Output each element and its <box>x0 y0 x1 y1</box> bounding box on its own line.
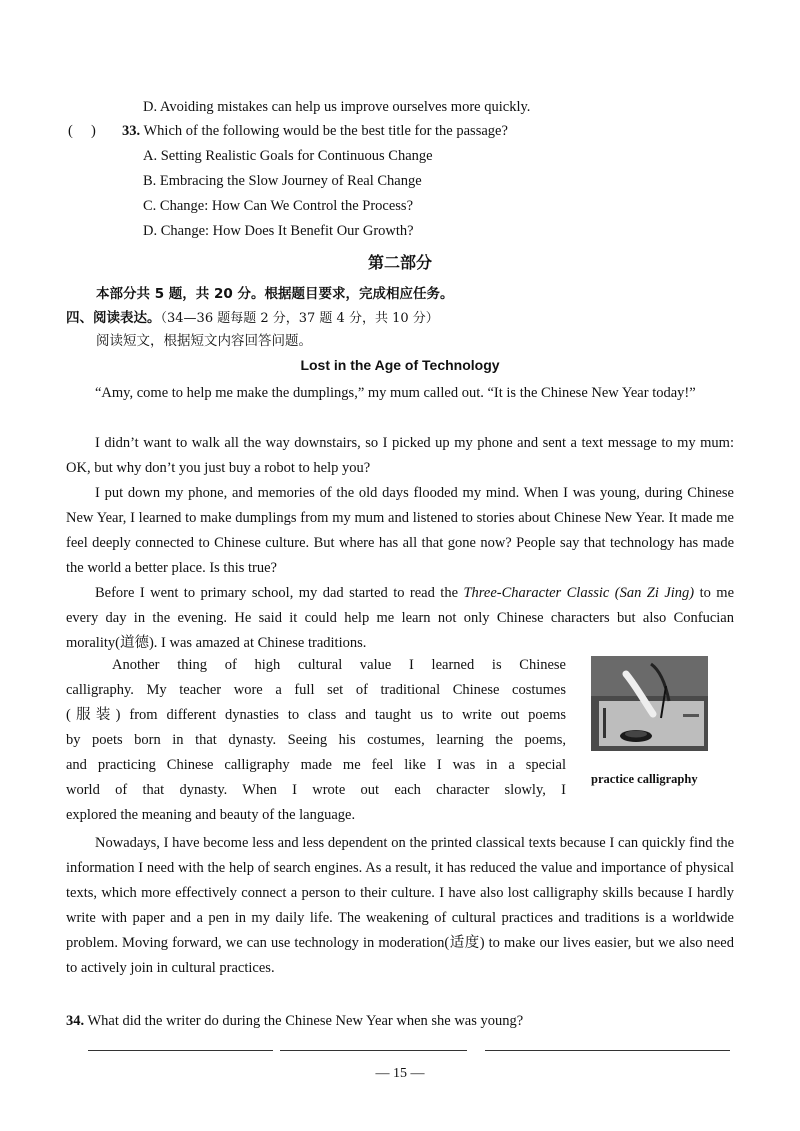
q33-option-a: A. Setting Realistic Goals for Continuous Change <box>143 148 433 164</box>
q34-stem-text: What did the writer do during the Chinese New Year when she was young? <box>84 1013 524 1029</box>
q32-option-d: D. Avoiding mistakes can help us improve ourselves more quickly. <box>143 99 531 115</box>
passage-title: Lost in the Age of Technology <box>300 357 500 373</box>
passage-paragraph-1: “Amy, come to help me make the dumplings,” my mum called out. “It is the Chinese New Year today!” <box>95 385 696 401</box>
figure-caption: practice calligraphy <box>591 772 698 786</box>
answer-line-2[interactable] <box>280 1050 467 1051</box>
p5-line-1: Another thing of high cultural value I learned is Chinese <box>112 657 566 673</box>
answer-line-3[interactable] <box>485 1050 730 1051</box>
q34-number: 34. <box>66 1013 85 1029</box>
calligraphy-photo-illustration <box>591 656 708 751</box>
book-title: Three-Character Classic (San Zi Jing) <box>463 585 695 601</box>
calligraphy-photo <box>591 656 708 751</box>
passage-paragraph-2: I didn’t want to walk all the way downstairs, so I picked up my phone and sent a text message to my mum: OK, but why don’t you just buy a robot to help you? <box>66 435 734 476</box>
part2-intro: 本部分共 5 题，共 20 分。根据题目要求，完成相应任务。 <box>96 286 454 302</box>
p5-line-3: (服装) from different dynasties to class and taught us to write out poems <box>66 707 566 723</box>
q33-option-d: D. Change: How Does It Benefit Our Growth? <box>143 223 414 239</box>
p5-line-5: and practicing Chinese calligraphy made me feel like I was in a special <box>66 757 566 773</box>
q33-stem <box>122 122 508 140</box>
p5-line-2: calligraphy. My teacher wore a full set of traditional Chinese costumes <box>66 682 566 698</box>
q34-stem <box>66 1012 523 1030</box>
q33-stem-text: Which of the following would be the best title for the passage? <box>140 123 508 139</box>
passage-paragraph-3: I put down my phone, and memories of the old days flooded my mind. When I was young, during Chinese New Year, I learned to make dumplings from my mum and listened to stories about Chinese New Year. It made me feel deeply connected to Chinese culture. But where has all that gone now? People say that technology has made the world a better place. Is this true? <box>66 485 734 576</box>
q33-option-b: B. Embracing the Slow Journey of Real Change <box>143 173 422 189</box>
section-four-heading <box>66 309 439 328</box>
q33-number: 33. <box>122 123 141 139</box>
p5-line-6: world of that dynasty. When I wrote out each character slowly, I <box>66 782 566 798</box>
passage-paragraph-4: Before I went to primary school, my dad started to read the Three-Character Classic (San Zi Jing) to me every day in the evening. He said it could help me learn not only Chinese characters but also Confucian morality(道德). I was amazed at Chinese traditions. <box>66 585 734 651</box>
part2-title: 第二部分 <box>367 253 432 272</box>
section-four-label: 四、阅读表达。 <box>66 310 161 326</box>
reading-instruction: 阅读短文，根据短文内容回答问题。 <box>96 333 312 349</box>
page-number: — 15 — <box>375 1066 425 1081</box>
q33-option-c: C. Change: How Can We Control the Process? <box>143 198 413 214</box>
p5-line-7: explored the meaning and beauty of the language. <box>66 807 356 823</box>
p5-line-4: by poets born in that dynasty. Seeing his costumes, learning the poems, <box>66 732 566 748</box>
section-four-note: （34—36 题每题 2 分，37 题 4 分，共 10 分） <box>160 311 439 326</box>
q33-answer-bracket[interactable]: ( ) <box>68 123 96 139</box>
answer-line-1[interactable] <box>88 1050 273 1051</box>
passage-paragraph-6: Nowadays, I have become less and less dependent on the printed classical texts because I can quickly find the information I need with the help of search engines. As a result, it has reduced the value and importance of physical texts, which more effectively connect a person to their culture. I have also lost calligraphy skills because I hardly write with paper and a pen in my daily life. The weakening of cultural practices and traditions is a worldwide problem. Moving forward, we can use technology in moderation(适度) to make our lives easier, but we also need to actively join in cultural practices. <box>66 835 734 976</box>
